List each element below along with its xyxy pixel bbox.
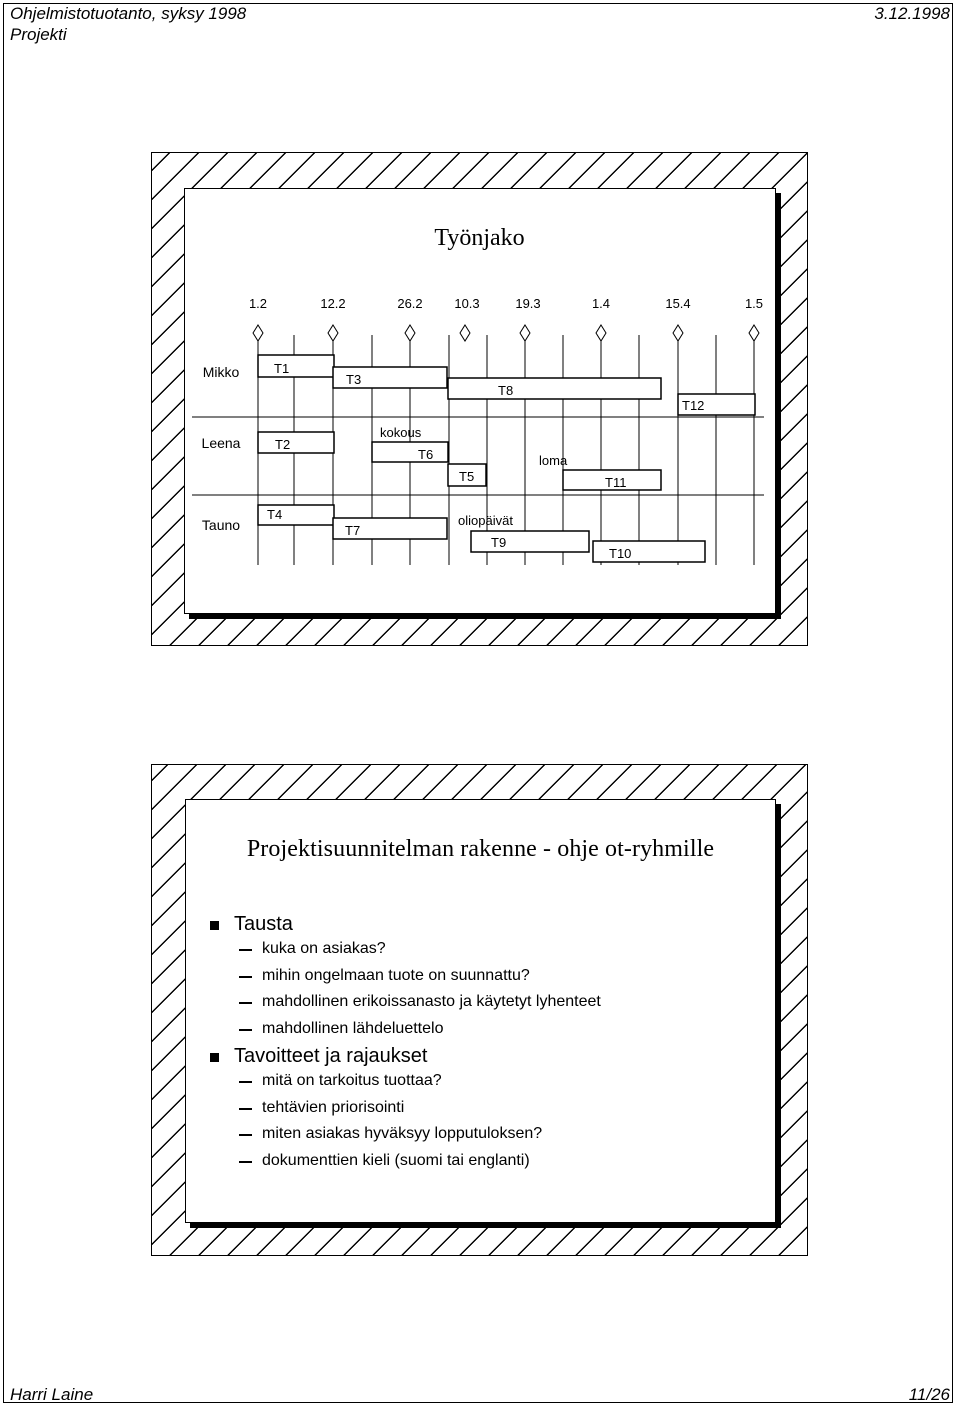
- task-t4: T4: [267, 507, 283, 522]
- task-t6: T6: [418, 447, 434, 462]
- slide-card: [185, 799, 776, 1223]
- list-item: [208, 1148, 765, 1175]
- dash-bullet-icon: [239, 1081, 252, 1083]
- list-item: [208, 989, 765, 1016]
- section-heading: [208, 912, 765, 936]
- list-item: [208, 1016, 765, 1043]
- date-label: 1.4: [591, 296, 611, 311]
- dash-bullet-icon: [239, 1134, 252, 1136]
- footer-author: Harri Laine: [10, 1385, 94, 1404]
- list-item: [208, 963, 765, 990]
- task-t9: T9: [491, 535, 507, 550]
- list-item: [208, 1121, 765, 1148]
- list-item: [208, 1095, 765, 1122]
- task-t11: T11: [605, 475, 627, 490]
- header-section: Projekti: [10, 25, 67, 44]
- dash-bullet-icon: [239, 1108, 252, 1110]
- date-label: 1.5: [744, 296, 764, 311]
- person-mikko: Mikko: [202, 364, 240, 380]
- dash-bullet-icon: [239, 976, 252, 978]
- slide-tyonjako: [151, 152, 808, 646]
- bullet-list: [208, 910, 765, 1174]
- list-item: [208, 936, 765, 963]
- task-t10: T10: [609, 546, 632, 561]
- task-t5: T5: [459, 469, 475, 484]
- list-item-text: tehtävien priorisointi: [262, 1098, 405, 1116]
- date-label: 1.2: [248, 296, 268, 311]
- list-item-text: mitä on tarkoitus tuottaa?: [262, 1072, 442, 1089]
- note-loma: loma: [539, 453, 568, 468]
- person-leena: Leena: [201, 435, 241, 451]
- task-t1: T1: [274, 361, 290, 376]
- slide-projektisuunnitelma: [151, 764, 808, 1256]
- footer-page: 11/26: [908, 1385, 950, 1404]
- dash-bullet-icon: [239, 1002, 252, 1004]
- dash-bullet-icon: [239, 949, 252, 951]
- section-heading-text: Tausta: [234, 913, 293, 935]
- square-bullet-icon: [210, 921, 219, 930]
- person-tauno: Tauno: [201, 517, 241, 533]
- dash-bullet-icon: [239, 1029, 252, 1031]
- date-label: 26.2: [397, 296, 423, 311]
- list-item-text: miten asiakas hyväksyy lopputuloksen?: [262, 1125, 543, 1142]
- task-t7: T7: [345, 523, 361, 538]
- list-item-text: dokumenttien kieli (suomi tai englanti): [262, 1151, 530, 1169]
- header-course: Ohjelmistotuotanto, syksy 1998: [10, 4, 247, 23]
- note-oliopaivat: oliopäivät: [458, 513, 513, 528]
- list-item-text: mahdollinen lähdeluettelo: [262, 1019, 444, 1037]
- slide-title: Työnjako: [434, 225, 525, 251]
- section-heading: [208, 1044, 765, 1068]
- task-t2: T2: [275, 437, 291, 452]
- note-kokous: kokous: [380, 425, 422, 440]
- date-label: 15.4: [665, 296, 691, 311]
- task-t8: T8: [498, 383, 514, 398]
- date-label: 10.3: [454, 296, 480, 311]
- header-date: 3.12.1998: [874, 4, 950, 23]
- list-item-text: mahdollinen erikoissanasto ja käytetyt lyhenteet: [262, 993, 601, 1010]
- task-t3: T3: [346, 372, 362, 387]
- square-bullet-icon: [210, 1053, 219, 1062]
- slide-title: Projektisuunnitelman rakenne - ohje ot-ryhmille: [246, 836, 715, 862]
- list-item-text: mihin ongelmaan tuote on suunnattu?: [262, 966, 530, 984]
- task-t12: T12: [682, 398, 705, 413]
- list-item-text: kuka on asiakas?: [262, 940, 386, 957]
- date-label: 19.3: [515, 296, 541, 311]
- dash-bullet-icon: [239, 1161, 252, 1163]
- section-heading-text: Tavoitteet ja rajaukset: [234, 1045, 428, 1067]
- gantt-chart: [152, 153, 809, 647]
- date-label: 12.2: [320, 296, 346, 311]
- list-item: [208, 1068, 765, 1095]
